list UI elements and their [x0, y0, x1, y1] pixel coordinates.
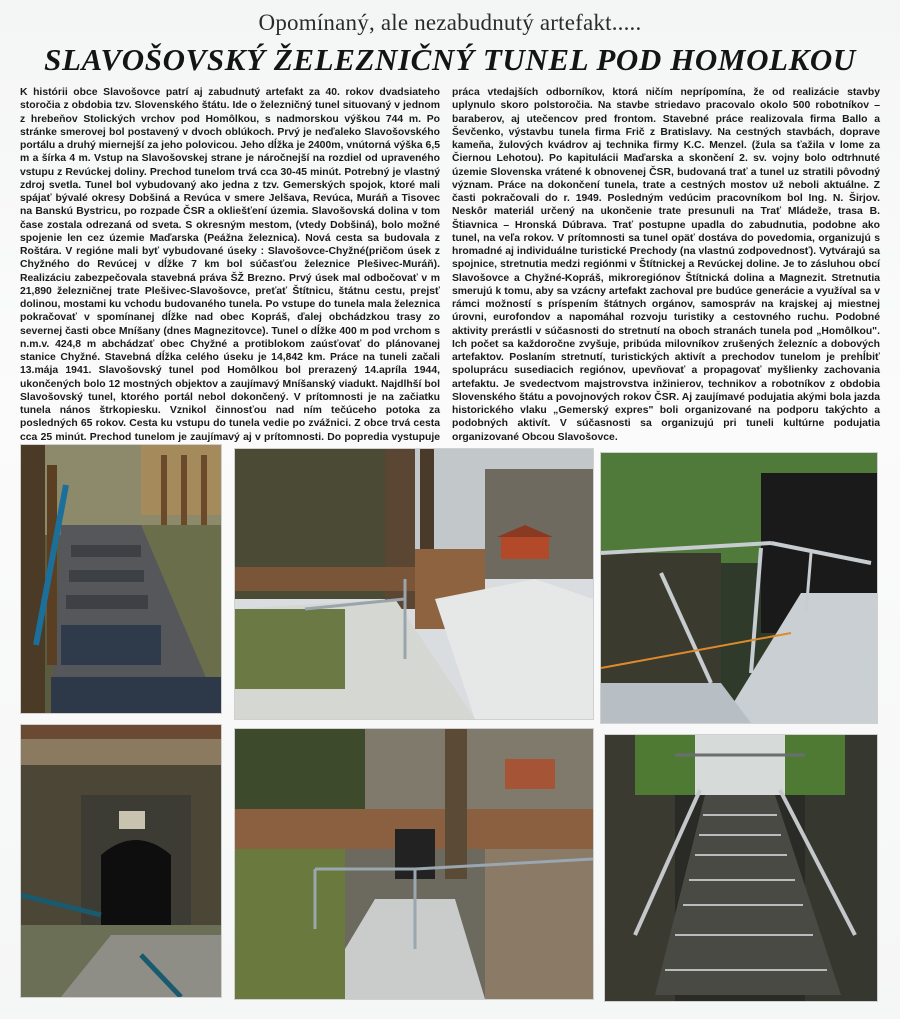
- photo-metal-walkway: [600, 452, 878, 724]
- photo-wooden-steps: [20, 444, 222, 714]
- history-paragraph-right: práca vtedajších odborníkov, ktorá ničím neprípomína, že od realizácie stavby uplynulo skoro polstoročia. Na stavbe striedavo pracovalo okolo 500 robotníkov – baraberov, aj utečencov pred frontom. Stavebné práce realizovala firma Ballo a Ševčenko, výstavbu tunela firma Frič z Bratislavy. Na cestných stavbách, doprave kameňa, žulových kvádrov aj technika firmy K.C. Menzel. (žula sa ťažila v lome za Čiernou Lehotou). Po kapitulácii Maďarska a skončení 2. sv. vojny bolo odtrhnuté územie Slovenska vrátené k obnovenej ČSR, budovaná trať a tunel uz stratili pôvodný význam. Práce na dokončení tunela, trate a cestných mostov už neboli aktuálne. Z časti pokračovali do r. 1949. Posledným vedúcim pracovníkom bol Ing. N. Širjov. Neskôr materiál určený na ukončenie trate presunuli na Trať Mládeže, trasa B. Štiavnica – Hronská Dúbrava. Trať postupne upadla do zabudnutia, podobne ako tunel, na veľa rokov. V prítomnosti sa tunel opäť dostáva do povedomia, organizujú s hromadné aj individuálne turistické Prechody (na vlastnú zodpovednosť). Vytvárajú sa spojnice, stretnutia medzi regiónmi v Štítnickej a Revúckej doline. Je to zásluhou obcí Slavošovce a Chyžné-Kopráš, mikroregiónov Štítnická dolina a Magnezit. Stretnutia smerujú k tomu, aby sa vzácny artefakt zachoval pre budúce generácie a využíval sa v rámci možností s príspením štátnych orgánov, samospráv na krajskej aj miestnej úrovni, eurofondov a napomáhal rozvoju turistiky a cestovného ruchu. Podobné aktivity prerástli v súčasnosti do stretnutí na oboch stranách tunela pod „Homôlkou". Ich počet sa každoročne zvyšuje, pribúda milovníkov zrušených železníc a dobových artefaktov. Poslaním stretnutí, turistických aktivít a prechodov tunelom je prehĺbiť spoluprácu susediacich regiónov, upevňovať a propagovať myšlienky zachovania artefaktu. Je svedectvom majstrovstva inžinierov, technikov a robotníkov z obdobia Slovenského štátu a povojnových rokov ČSR. Aj zaujímavé podujatia akými bola jazda historického vlaku „Gemerský expres" boli organizované na podporu takýchto a podobných aktivít. V súčasnosti sa organizujú pri tuneli kultúrne podujatia organizované Obcou Slavošovce.: [452, 87, 880, 443]
- photo-tunnel-portal: [20, 724, 222, 998]
- history-paragraph-left: K histórii obce Slavošovce patrí aj zabudnutý artefakt za 40. rokov dvadsiateho storočia z obdobia tzv. Slovenského štátu. Ide o železničný tunel situovaný v jednom z hrebeňov Stolických vrchov pod Homôlkou, s nadmorskou výškou 744 m. Po stránke smerovej bol postavený v dvoch oblúkoch. Prvý je neďaleko Slavošovského portálu a druhý miernejší za jeho polovicou. Jeho dĺžka je 2400m, vnútorná výška 6,5 m a šírka 4 m. Vstup na Slavošovskej strane je náročnejší na rozdiel od upraveného vstupu z Revúckej doliny. Prechod tunelom trvá cca 30-45 minút. Potrebný je vlastný zdroj svetla. Tunel bol vybudovaný ako jedna z tzv. Gemerských spojok, ktoré mali spájať bývalé okresy Dobšiná a Revúca v smere Jelšava, Revúca, Muráň a Tisovec na Banskú Bystricu, po rozpade ČSR a okliešťení územia. Slavošovská dolina v tom čase zostala odrezaná od sveta. S okresným mestom, (vtedy Dobšiná), bolo možné spojenie len cez územie Maďarska (Peážna železnica). Nová cesta sa budovala z Roštára. V regióne mali byť vybudované úseky : Slavošovce-Chyžné(pričom úsek z Chyžného do Revúcej v dĺžke 7 km bol súčasťou železnice Plešivec-Muráň). Realizáciu zabezpečovala stavebná práva ŠŽ Brezno. Prvý úsek mal odbočovať v m 21,890 železničnej trate Plešivec-Slavošovce, preťať Štítnicu, štátnu cestu, prejsť dolinou, mostami ku vchodu budovaného tunela. Po vstupe do tunela mala železnica pokračovať v spomínanej dĺžke nad obec Kopráš, ďalej obchádzkou trasy zo severnej časti obce Mníšany (dnes Magnezitovce). Tunel o dĺžke 400 m pod vrchom s n.m.v. 424,8 m abchádzať obec Chyžné a protiblokom zaúsťovať do plánovanej stanice Chyžné. Stavebná dĺžka celého úseku je 14,842 km. Práce na tuneli začali 13.mája 1941. Slavošovský tunel pod Homôlkou bol prerazený 14.apríla 1944, ukončených bolo 12 mostných objektov a zaujímavý Mníšanský viadukt. Najdlhší bol Slavošovský tunel, ktorého portál nebol dokončený. V prítomnosti je na začiatku tunela nános štrkopiesku. Vznikol činnosťou nad ním tečúceho potoka za posledných 65 rokov. Cesta ku vstupu do tunela vedie po zvážnici. Z obce trvá cesta cca 25 minút. Prechod tunelom je zaujímavý aj v prítomnosti. Do popredia vystupuje: [20, 87, 440, 443]
- photo-metal-staircase: [604, 734, 878, 1002]
- board-title: SLAVOŠOVSKÝ ŽELEZNIČNÝ TUNEL POD HOMOLKOU: [44, 42, 856, 77]
- text-column-left: [20, 86, 440, 457]
- photo-snowy-path-fence: [234, 448, 594, 720]
- photo-steps-to-tunnel: [234, 728, 594, 1000]
- text-column-right: [452, 86, 880, 444]
- board-subtitle: Opomínaný, ale nezabudnutý artefakt.....: [258, 10, 642, 35]
